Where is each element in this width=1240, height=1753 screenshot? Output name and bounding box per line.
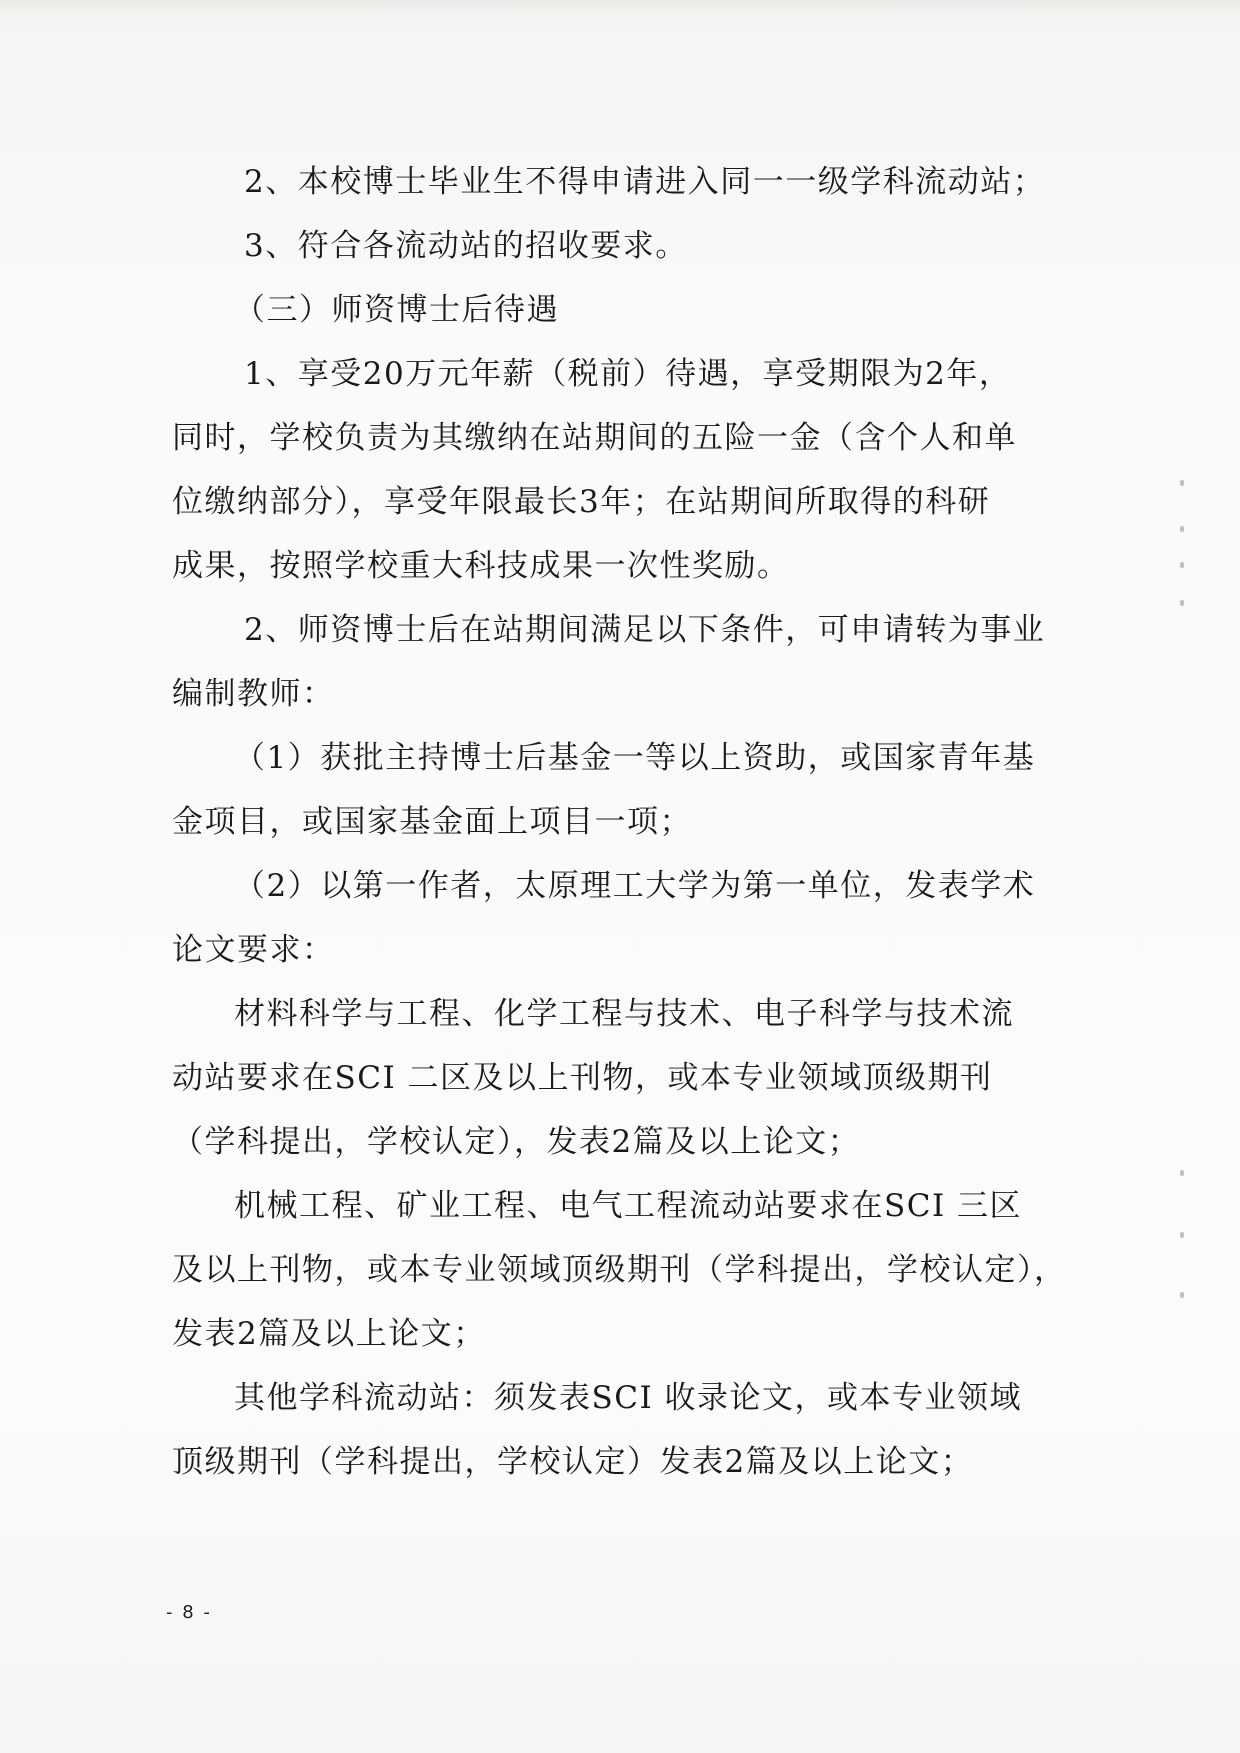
paragraph-line: （2）以第一作者，太原理工大学为第一单位，发表学术 [234,868,1036,904]
paragraph-line: （1）获批主持博士后基金一等以上资助，或国家青年基 [234,740,1036,776]
paragraph-line: 2、师资博士后在站期间满足以下条件，可申请转为事业 [244,612,1046,648]
paragraph-line: 2、本校博士毕业生不得申请进入同一一级学科流动站； [244,164,1046,200]
paragraph-line: 成果，按照学校重大科技成果一次性奖励。 [172,548,790,584]
paragraph-line: 动站要求在SCI 二区及以上刊物，或本专业领域顶级期刊 [172,1060,993,1096]
paragraph-line: 1、享受20万元年薪（税前）待遇，享受期限为2年， [244,356,1012,392]
document-body [172,150,1067,1494]
section-heading: （三）师资博士后待遇 [234,292,559,328]
paragraph-line: 发表2篇及以上论文； [172,1316,486,1352]
paragraph-line: 其他学科流动站：须发表SCI 收录论文，或本专业领域 [234,1380,1023,1416]
paragraph-line: （学科提出，学校认定），发表2篇及以上论文； [172,1124,861,1160]
scan-top-edge [0,0,1240,14]
page-number: - 8 - [166,1602,212,1623]
paragraph-line: 论文要求： [172,932,335,968]
paragraph-line: 及以上刊物，或本专业领域顶级期刊（学科提出，学校认定）， [172,1252,1067,1288]
paragraph-line: 顶级期刊（学科提出，学校认定）发表2篇及以上论文； [172,1444,974,1480]
paragraph-line: 材料科学与工程、化学工程与技术、电子科学与技术流 [234,996,1014,1032]
scan-edge-marks [1180,480,1192,1300]
paragraph-line: 编制教师： [172,676,335,712]
paragraph-line: 位缴纳部分），享受年限最长3年；在站期间所取得的科研 [172,484,991,520]
paragraph-line: 机械工程、矿业工程、电气工程流动站要求在SCI 三区 [234,1188,1023,1224]
paragraph-line: 金项目，或国家基金面上项目一项； [172,804,692,840]
paragraph-line: 同时，学校负责为其缴纳在站期间的五险一金（含个人和单 [172,420,1017,456]
paragraph-line: 3、符合各流动站的招收要求。 [244,228,688,264]
